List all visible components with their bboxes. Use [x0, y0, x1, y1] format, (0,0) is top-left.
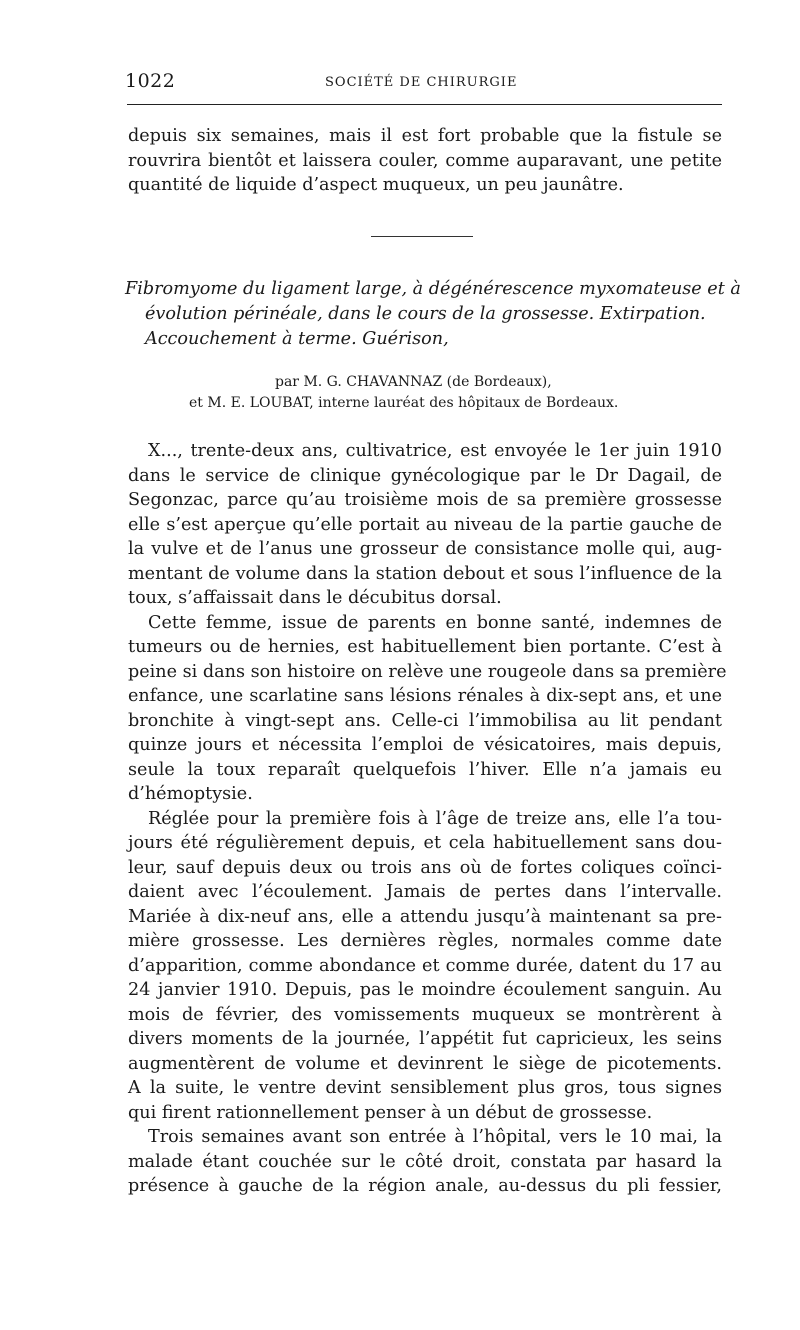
text-line: jours été régulièrement depuis, et cela habituellement sans dou-: [128, 833, 722, 853]
text-line: X..., trente-deux ans, cultivatrice, est envoyée le 1er juin 1910: [148, 441, 722, 461]
text-line: quinze jours et nécessita l’emploi de vésicatoires, mais depuis,: [128, 735, 722, 755]
text-line: d’apparition, comme abondance et comme durée, datent du 17 au: [128, 955, 722, 976]
text-line: bronchite à vingt-sept ans. Celle-ci l’immobilisa au lit pendant: [128, 710, 722, 731]
text-line: tumeurs ou de hernies, est habituellement bien portante. C’est à: [128, 637, 722, 657]
text-line: 24 janvier 1910. Depuis, pas le moindre écoulement sanguin. Au: [128, 980, 722, 1000]
article-authors: [125, 372, 722, 414]
text-line: Cette femme, issue de parents en bonne santé, indemnes de: [148, 612, 722, 633]
article-title: [125, 277, 741, 352]
text-line: A la suite, le ventre devint sensiblement plus gros, tous signes: [128, 1078, 722, 1098]
text-line: d’hémoptysie.: [128, 784, 253, 804]
text-line: mentant de volume dans la station debout et sous l’influence de la: [128, 563, 722, 584]
text-line: enfance, une scarlatine sans lésions rénales à dix-sept ans, et une: [128, 686, 722, 706]
title-line: Accouchement à terme. Guérison,: [145, 329, 449, 349]
text-line: malade étant couchée sur le côté droit, constata par hasard la: [128, 1151, 722, 1172]
text-line: leur, sauf depuis deux ou trois ans où de fortes coliques coïnci-: [128, 857, 722, 878]
page-header: [125, 70, 722, 94]
title-line: Fibromyome du ligament large, à dégénérescence myxomateuse et à: [125, 279, 741, 299]
text-line: elle s’est aperçue qu’elle portait au niveau de la partie gauche de: [128, 514, 722, 535]
text-line: daient avec l’écoulement. Jamais de pertes dans l’intervalle.: [128, 882, 722, 902]
author-line-2: et M. E. LOUBAT, interne lauréat des hôpitaux de Bordeaux.: [189, 395, 619, 411]
text-line: qui firent rationnellement penser à un début de grossesse.: [128, 1102, 653, 1123]
text-line: toux, s’affaissait dans le décubitus dorsal.: [128, 588, 502, 608]
author-line-1: par M. G. CHAVANNAZ (de Bordeaux),: [275, 374, 552, 390]
text-line: Trois semaines avant son entrée à l’hôpital, vers le 10 mai, la: [148, 1127, 722, 1147]
text-line: mois de février, des vomissements muqueux se montrèrent à: [128, 1004, 722, 1025]
running-head: SOCIÉTÉ DE CHIRURGIE: [325, 75, 518, 90]
text-line: Réglée pour la première fois à l’âge de treize ans, elle l’a tou-: [148, 808, 722, 829]
text-line: peine si dans son histoire on relève une rougeole dans sa première: [128, 661, 727, 682]
header-rule: [127, 104, 722, 105]
text-line: Mariée à dix-neuf ans, elle a attendu jusqu’à maintenant sa pre-: [128, 906, 722, 927]
text-line: seule la toux reparaît quelquefois l’hiver. Elle n’a jamais eu: [128, 759, 722, 780]
page-number: 1022: [125, 70, 176, 92]
text-line: quantité de liquide d’aspect muqueux, un peu jaunâtre.: [128, 175, 624, 195]
text-line: augmentèrent de volume et devinrent le siège de picotements.: [128, 1053, 722, 1074]
section-divider: [371, 236, 473, 237]
text-line: divers moments de la journée, l’appétit fut capricieux, les seins: [128, 1029, 722, 1049]
text-line: dans le service de clinique gynécologique par le Dr Dagail, de: [128, 465, 722, 486]
title-line: évolution périnéale, dans le cours de la grossesse. Extirpation.: [145, 304, 706, 324]
article-body: [128, 439, 727, 1199]
text-line: Segonzac, parce qu’au troisième mois de sa première grossesse: [128, 490, 722, 510]
text-line: rouvrira bientôt et laissera couler, comme auparavant, une petite: [128, 150, 722, 171]
text-line: la vulve et de l’anus une grosseur de consistance molle qui, aug-: [128, 539, 722, 559]
intro-paragraph: [128, 124, 722, 198]
text-line: depuis six semaines, mais il est fort probable que la fistule se: [128, 126, 722, 146]
text-line: mière grossesse. Les dernières règles, normales comme date: [128, 931, 722, 951]
text-line: présence à gauche de la région anale, au-dessus du pli fessier,: [128, 1176, 722, 1196]
